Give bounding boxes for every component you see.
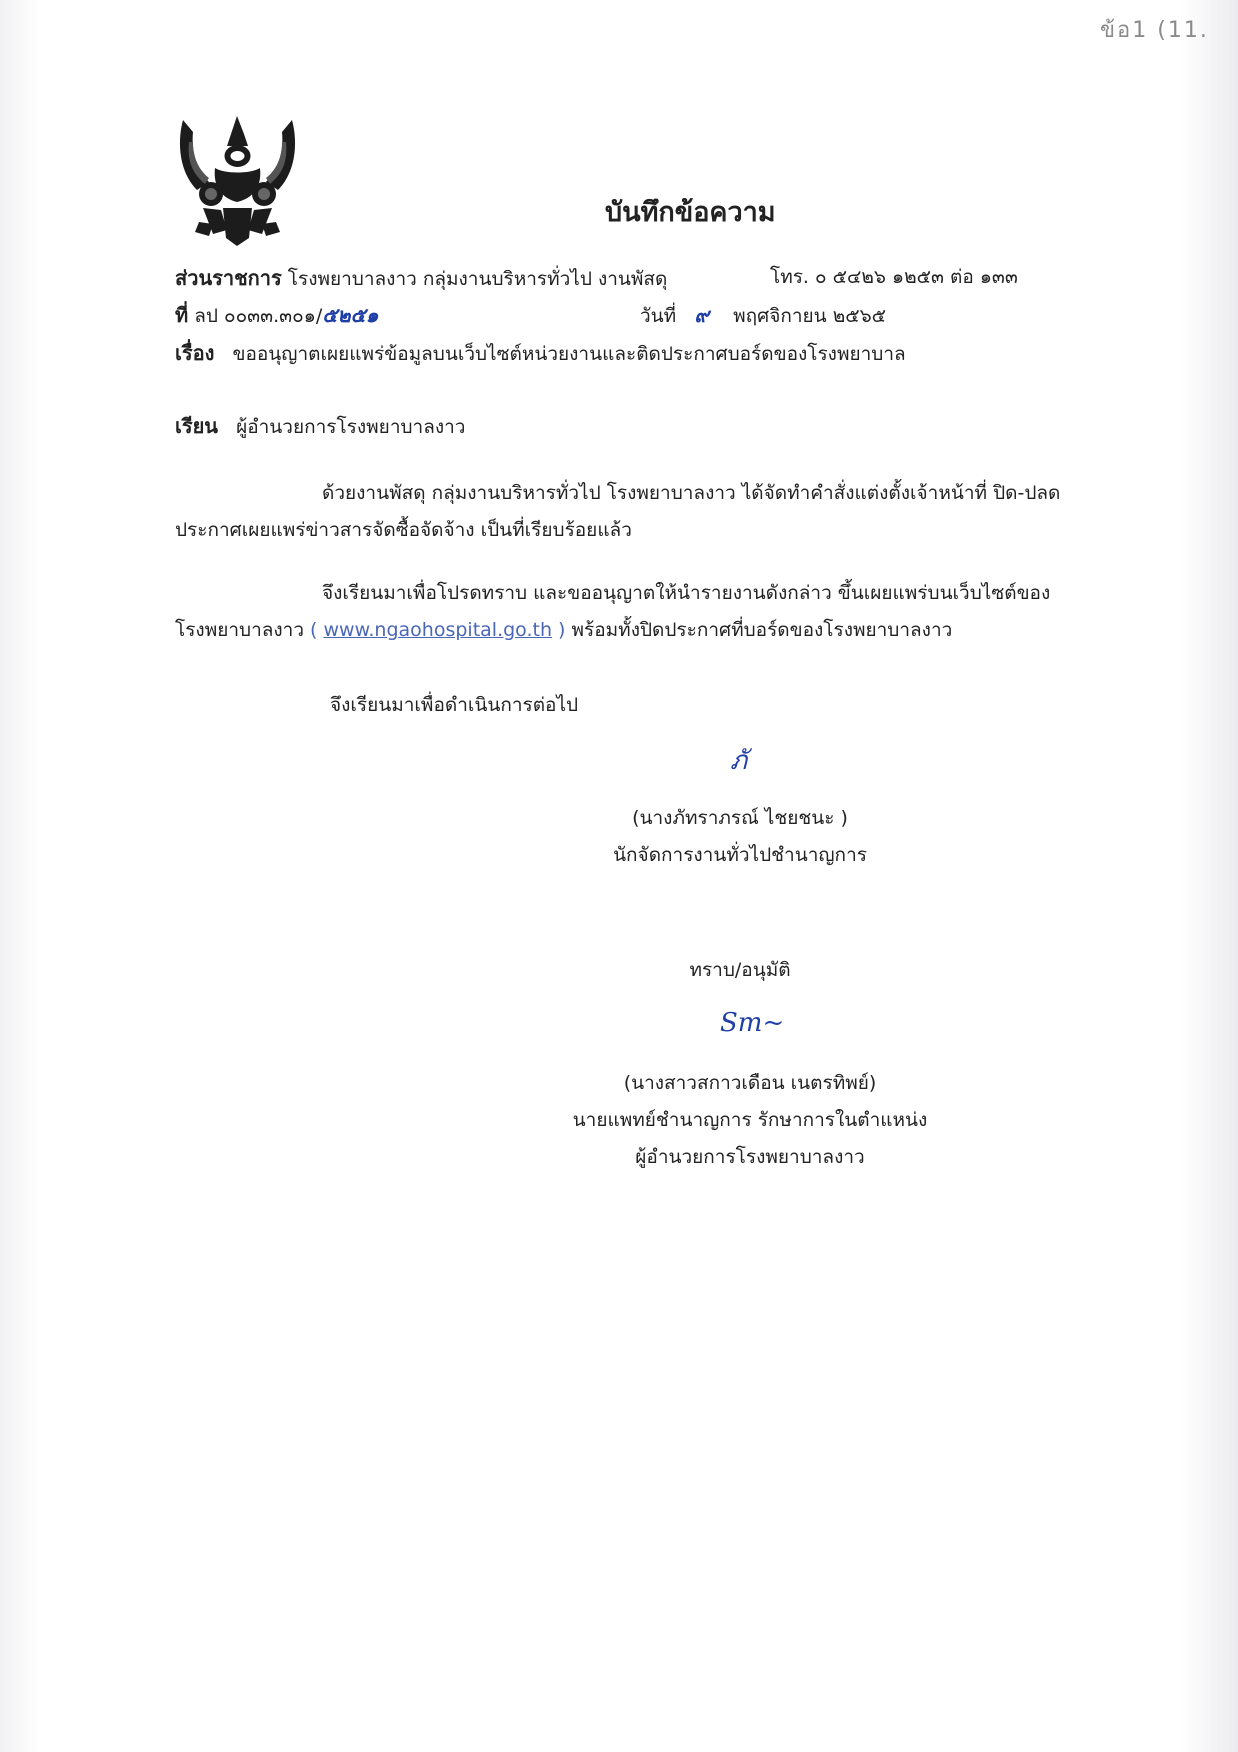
approval-status: ทราบ/อนุมัติ bbox=[689, 959, 791, 981]
paragraph-1-line-1: ด้วยงานพัสดุ กลุ่มงานบริหารทั่วไป โรงพยาบาลงาว ได้จัดทำคำสั่งแต่งตั้งเจ้าหน้าที่ ปิด-ปลด bbox=[322, 482, 1061, 504]
subject-value: ขออนุญาตเผยแพร่ข้อมูลบนเว็บไซต์หน่วยงานและติดประกาศบอร์ดของโรงพยาบาล bbox=[232, 343, 906, 365]
salutation-row bbox=[175, 410, 465, 442]
reference-row bbox=[175, 299, 378, 331]
agency-row bbox=[175, 262, 667, 294]
subject-row bbox=[175, 337, 906, 369]
phone-number: โทร. ๐ ๕๔๒๖ ๑๒๕๓ ต่อ ๑๓๓ bbox=[770, 266, 1018, 288]
salutation-label: เรียน bbox=[175, 414, 218, 438]
approver-signature: Sm~ bbox=[720, 1008, 785, 1038]
signer-1-name: (นางภัทราภรณ์ ไชยชนะ ) bbox=[632, 807, 848, 829]
agency-value: โรงพยาบาลงาว กลุ่มงานบริหารทั่วไป งานพัสดุ bbox=[287, 268, 668, 290]
paren-open: ( bbox=[304, 619, 324, 641]
paragraph-2-tail: พร้อมทั้งปิดประกาศที่บอร์ดของโรงพยาบาลงาว bbox=[571, 619, 953, 641]
reference-prefix: ลป ๐๐๓๓.๓๐๑/ bbox=[194, 305, 323, 327]
approver-position-line-1: นายแพทย์ชำนาญการ รักษาการในตำแหน่ง bbox=[572, 1109, 928, 1131]
hospital-website-link[interactable]: www.ngaohospital.go.th bbox=[323, 619, 552, 641]
hospital-name: โรงพยาบาลงาว bbox=[175, 619, 305, 641]
paragraph-3: จึงเรียนมาเพื่อดำเนินการต่อไป bbox=[330, 694, 579, 716]
date-row bbox=[640, 299, 886, 331]
date-month-year: พฤศจิกายน ๒๕๖๕ bbox=[733, 305, 887, 327]
signer-1-position: นักจัดการงานทั่วไปชำนาญการ bbox=[613, 844, 867, 866]
document-title: บันทึกข้อความ bbox=[605, 197, 776, 228]
reference-number-handwritten: ๕๒๕๑ bbox=[322, 303, 379, 327]
paren-close: ) bbox=[552, 619, 572, 641]
paragraph-1-line-2: ประกาศเผยแพร่ข่าวสารจัดซื้อจัดจ้าง เป็นที่เรียบร้อยแล้ว bbox=[175, 519, 632, 541]
date-day-handwritten: ๙ bbox=[694, 303, 709, 327]
agency-label: ส่วนราชการ bbox=[175, 266, 282, 290]
date-label: วันที่ bbox=[640, 305, 677, 327]
approver-name: (นางสาวสกาวเดือน เนตรทิพย์) bbox=[623, 1072, 877, 1094]
subject-label: เรื่อง bbox=[175, 341, 215, 365]
salutation-value: ผู้อำนวยการโรงพยาบาลงาว bbox=[236, 416, 466, 438]
pencil-corner-note: ข้อ1 (11. bbox=[1100, 18, 1209, 43]
reference-label: ที่ bbox=[175, 303, 189, 327]
garuda-emblem-icon bbox=[175, 112, 300, 247]
signer-1-signature: ภั bbox=[730, 746, 748, 776]
approver-position-line-2: ผู้อำนวยการโรงพยาบาลงาว bbox=[635, 1146, 865, 1168]
paragraph-2-line-2 bbox=[175, 615, 952, 645]
paragraph-2-line-1: จึงเรียนมาเพื่อโปรดทราบ และขออนุญาตให้นำรายงานดังกล่าว ขึ้นเผยแพร่บนเว็บไซต์ของ bbox=[322, 582, 1051, 604]
